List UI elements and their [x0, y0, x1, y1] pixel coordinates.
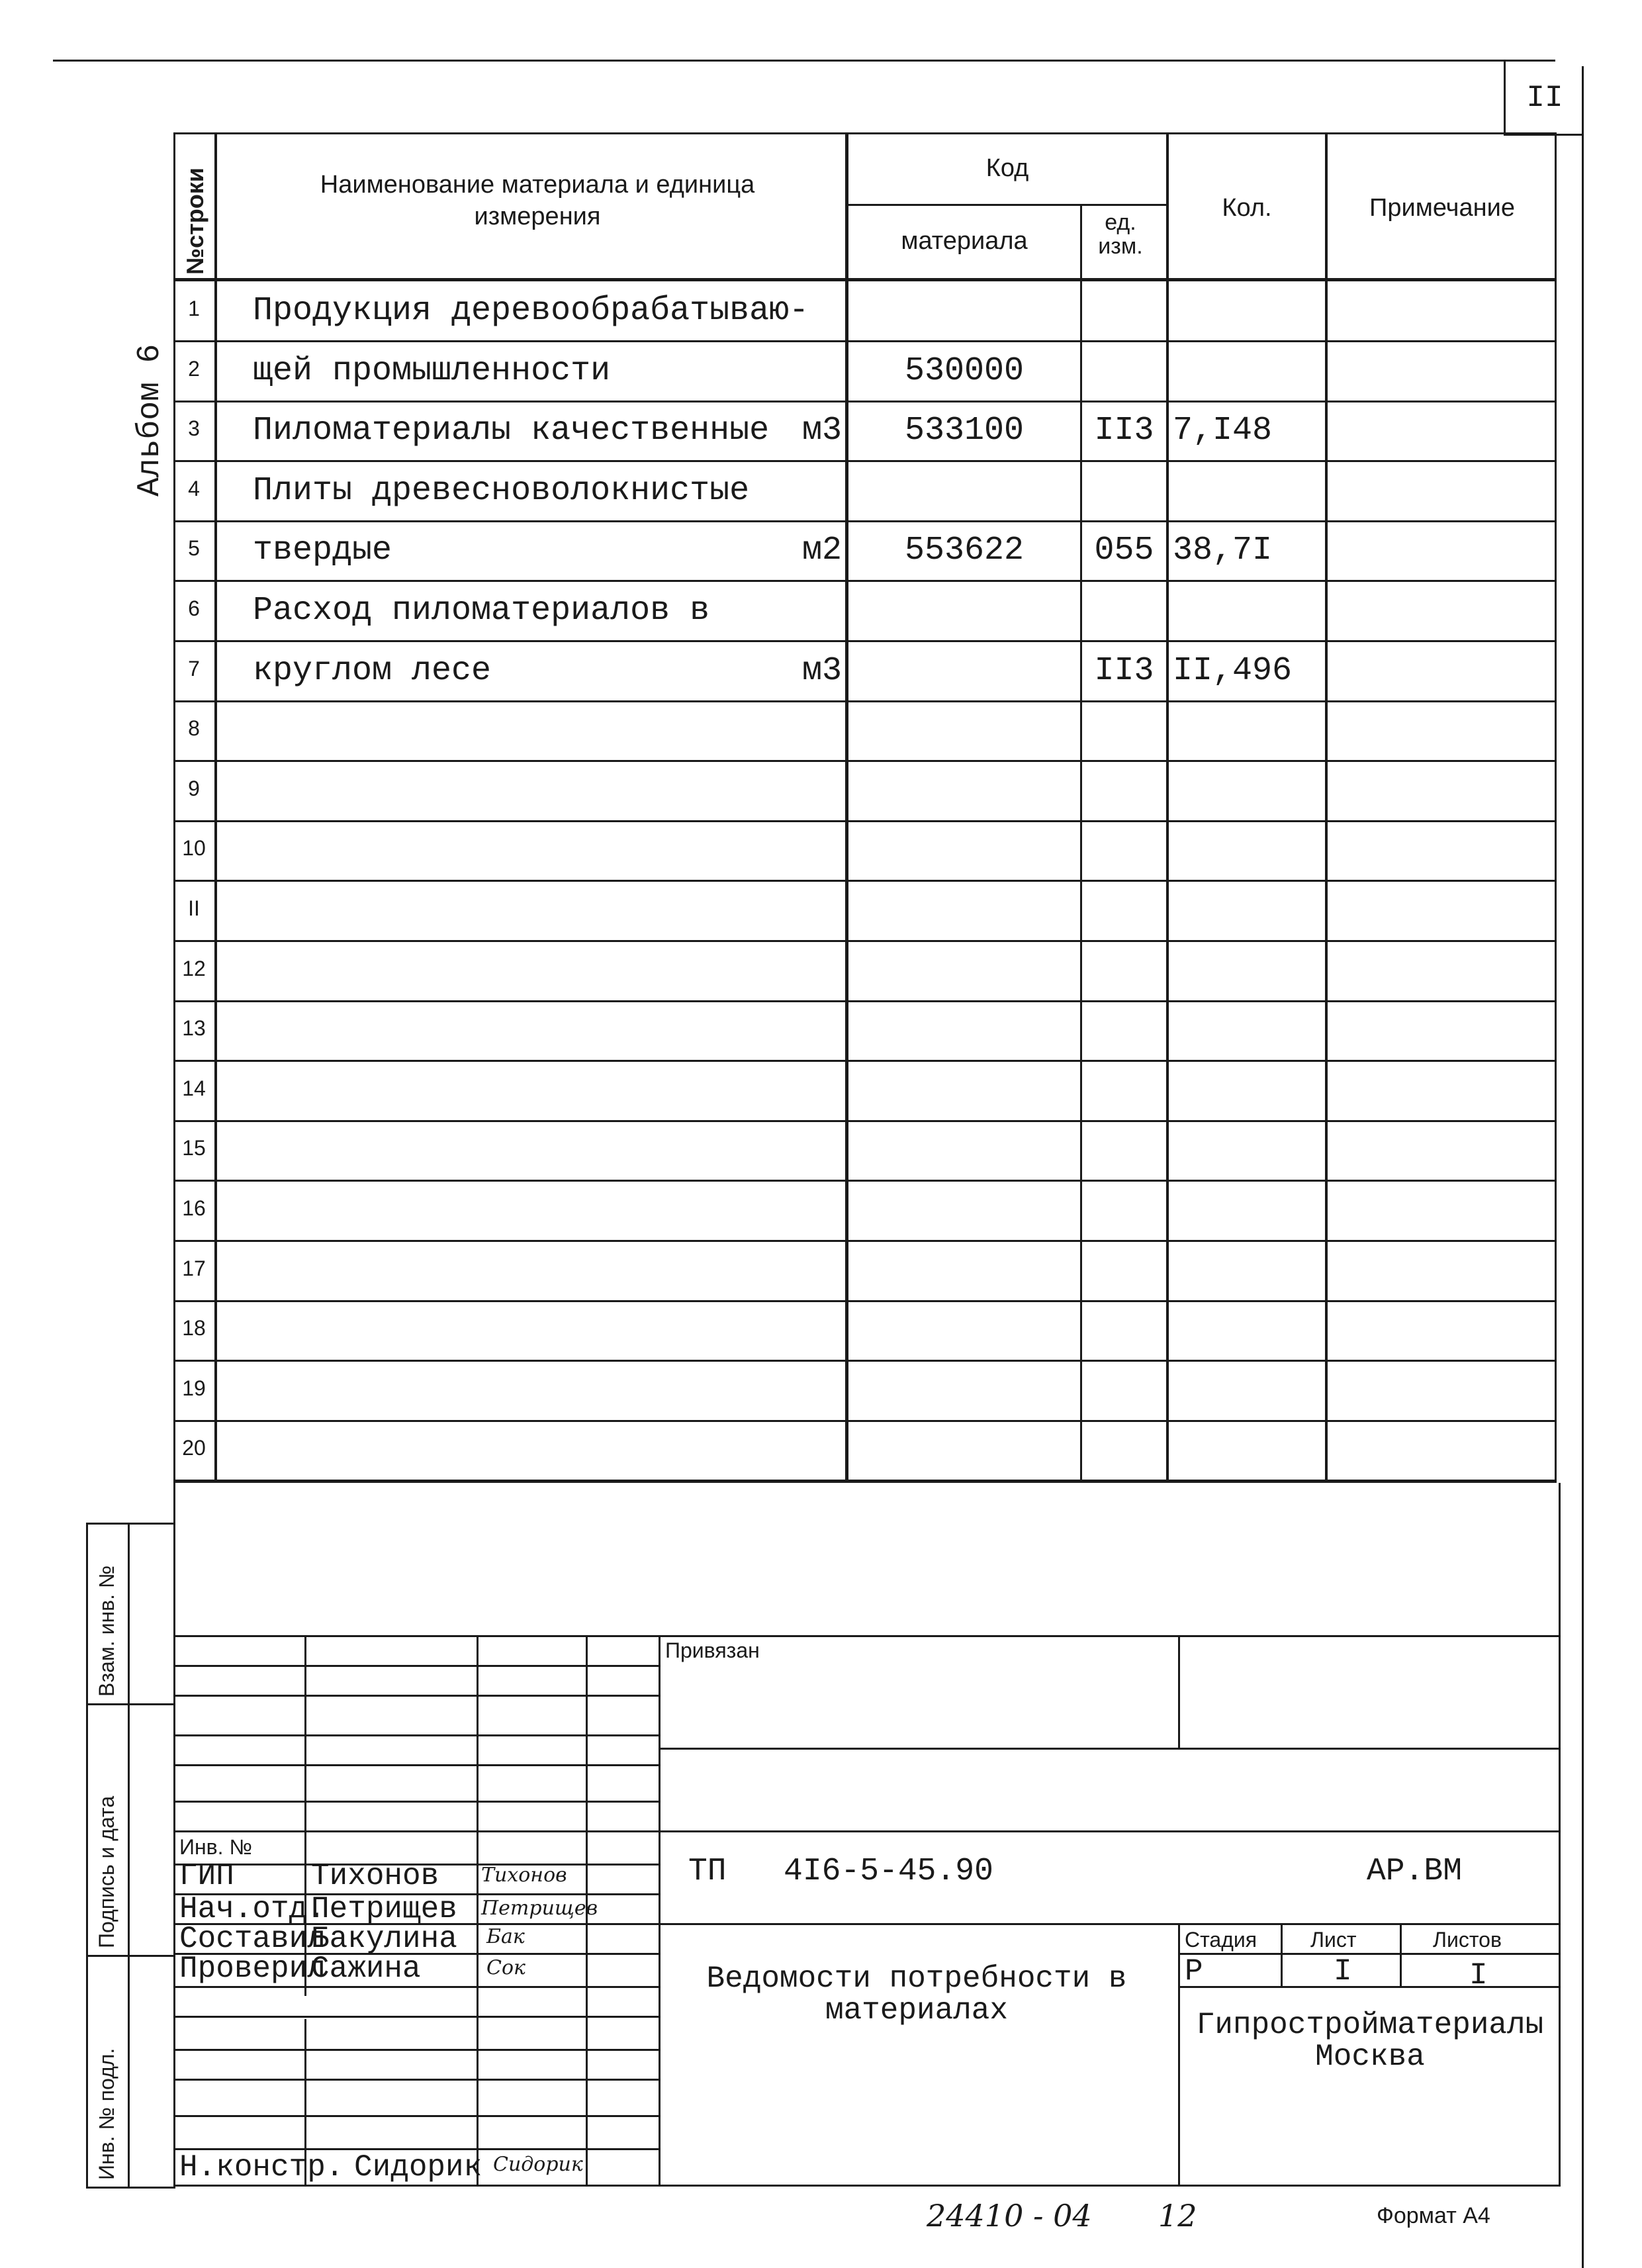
row-number: 13	[182, 1016, 206, 1040]
unit-of-measure: м3	[801, 412, 842, 449]
signature-sostavil: Бак	[486, 1925, 525, 1948]
table-row	[173, 521, 1557, 581]
stamp-podpis-data: Подпись и дата	[95, 1795, 118, 1948]
quantity: 7,I48	[1173, 412, 1273, 449]
name-nach-otd: Петрищев	[311, 1892, 457, 1926]
stage-value: Р	[1185, 1954, 1203, 1989]
row-number: 6	[188, 596, 200, 620]
row-number: II	[188, 896, 200, 920]
quantity: 38,7I	[1173, 532, 1273, 569]
table-row	[173, 641, 1557, 702]
material-name: Пиломатериалы качественные	[253, 412, 770, 449]
table-row	[173, 1181, 1557, 1241]
table-row	[173, 1061, 1557, 1121]
table-row	[173, 881, 1557, 941]
role-proveril: Проверил	[179, 1952, 326, 1986]
name-gip: Тихонов	[311, 1859, 439, 1893]
material-code: 533100	[904, 412, 1025, 449]
table-row	[173, 581, 1557, 641]
material-name: Продукция деревообрабатываю-	[253, 292, 809, 330]
header-qty: Кол.	[1222, 194, 1272, 222]
name-sostavil: Бакулина	[311, 1922, 457, 1956]
role-nach-otd: Нач.отд.	[179, 1892, 326, 1926]
page-number-box	[1504, 61, 1584, 136]
quantity: II,496	[1173, 652, 1293, 690]
header-code-unit: ед. изм.	[1098, 210, 1143, 259]
row-number: 5	[188, 536, 200, 560]
sheets-label: Листов	[1433, 1928, 1502, 1952]
table-row	[173, 761, 1557, 822]
stage-label: Стадия	[1185, 1928, 1257, 1952]
material-name: Расход пиломатериалов в	[253, 592, 710, 630]
row-number: 10	[182, 836, 206, 860]
row-number: 20	[182, 1436, 206, 1460]
format-label: Формат А4	[1377, 2203, 1490, 2228]
header-code-material: материала	[901, 227, 1028, 255]
table-row	[173, 1121, 1557, 1181]
table-row	[173, 401, 1557, 461]
unit-of-measure: м3	[801, 652, 842, 690]
table-row	[173, 342, 1557, 402]
material-name: щей промышленности	[253, 352, 611, 390]
row-number: 8	[188, 716, 200, 740]
header-name: Наименование материала и единица измерения	[320, 171, 755, 230]
role-sostavil: Составил	[179, 1922, 326, 1956]
table-row	[173, 1241, 1557, 1301]
side-stamp-strip	[86, 1523, 175, 2189]
header-code: Код	[985, 154, 1029, 182]
table-row	[173, 701, 1557, 761]
sheet-value: I	[1334, 1954, 1352, 1989]
material-code: 553622	[904, 532, 1025, 569]
row-number: 3	[188, 416, 200, 440]
doc-title: Ведомости потребности в материалах	[706, 1961, 1127, 2028]
material-code: 530000	[904, 352, 1025, 390]
row-number: 19	[182, 1376, 206, 1400]
signature-nach-otd: Петрищев	[481, 1897, 598, 1920]
row-number: 1	[188, 297, 200, 320]
material-name: Плиты древесноволокнистые	[253, 472, 750, 510]
table-row	[173, 1361, 1557, 1421]
role-n-konstr: Н.констр.	[179, 2150, 344, 2185]
name-proveril: Сажина	[311, 1952, 421, 1986]
album-label: Альбом 6	[132, 344, 168, 496]
name-n-konstr: Сидорик	[354, 2150, 482, 2185]
material-name: круглом лесе	[253, 652, 492, 690]
unit-of-measure: м2	[801, 532, 842, 569]
row-number: 15	[182, 1136, 206, 1160]
table-row	[173, 1001, 1557, 1061]
stamp-inv-podl: Инв. № подл.	[95, 2048, 118, 2180]
privyazan-label: Привязан	[665, 1638, 760, 1662]
row-number: 17	[182, 1256, 206, 1280]
role-gip: ГИП	[179, 1859, 234, 1893]
row-number: 2	[188, 357, 200, 381]
org-name: Гипростройматериалы Москва	[1196, 2008, 1544, 2074]
materials-table	[173, 132, 1557, 1483]
header-note: Примечание	[1369, 194, 1515, 222]
signature-proveril: Сок	[486, 1956, 525, 1979]
table-row	[173, 1421, 1557, 1481]
row-number: 4	[188, 477, 200, 500]
table-row	[173, 941, 1557, 1002]
table-row	[173, 1301, 1557, 1361]
sheet-label: Лист	[1310, 1928, 1357, 1952]
footer-number: 24410 - 04	[927, 2198, 1092, 2234]
title-block	[173, 1483, 1561, 2187]
unit-code: II3	[1094, 412, 1154, 449]
footer-page: 12	[1158, 2198, 1197, 2234]
row-number: 7	[188, 657, 200, 681]
signature-gip: Тихонов	[481, 1864, 567, 1887]
row-number: 12	[182, 957, 206, 980]
table-row	[173, 281, 1557, 342]
row-number: 18	[182, 1316, 206, 1340]
signature-n-konstr: Сидорик	[493, 2153, 583, 2176]
stamp-vzam-inv: Взам. инв. №	[95, 1565, 118, 1697]
row-number: 16	[182, 1196, 206, 1220]
table-row	[173, 821, 1557, 881]
doc-code: ТП 4I6-5-45.90	[688, 1854, 993, 1889]
unit-code: 055	[1094, 532, 1154, 569]
table-row	[173, 461, 1557, 522]
material-name: твердые	[253, 532, 392, 569]
row-number: 9	[188, 777, 200, 800]
header-row-no: №строки	[181, 167, 208, 275]
doc-mark: АР.ВМ	[1367, 1854, 1463, 1889]
sheets-value: I	[1469, 1958, 1488, 1993]
page-number: II	[1526, 81, 1563, 115]
table-body	[173, 281, 1557, 1481]
unit-code: II3	[1094, 652, 1154, 690]
row-number: 14	[182, 1076, 206, 1100]
inv-no-label: Инв. №	[179, 1835, 252, 1859]
